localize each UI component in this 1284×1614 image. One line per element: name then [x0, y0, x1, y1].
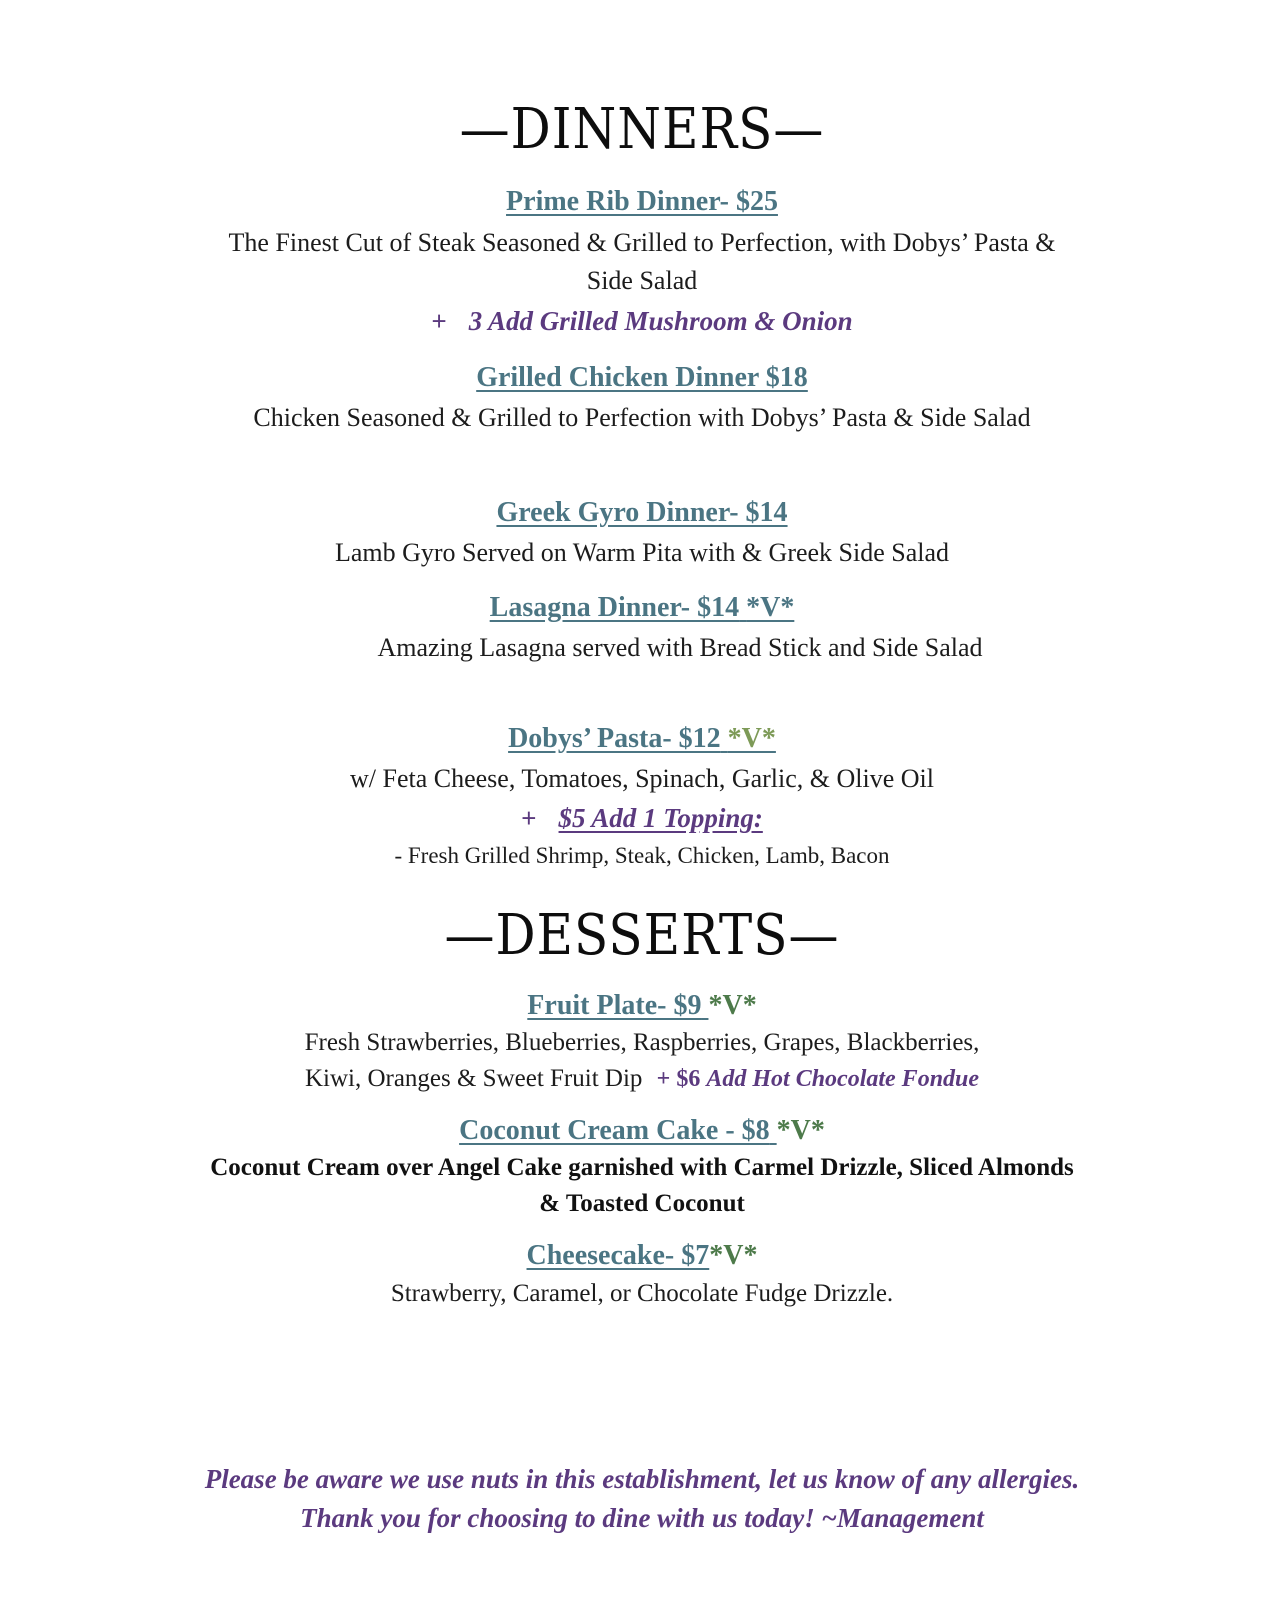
dinners-heading: —DINNERS— [459, 96, 825, 162]
coconut-cake-desc-line2: & Toasted Coconut [539, 1190, 745, 1217]
dobys-pasta-desc: w/ Feta Cheese, Tomatoes, Spinach, Garlic, & Olive Oil [349, 764, 935, 793]
prime-rib-title: Prime Rib Dinner- $25 [506, 186, 778, 217]
plus-icon: + [431, 306, 447, 336]
dobys-pasta-addon-text: $5 Add 1 Topping: [558, 803, 763, 833]
fruit-plate-addon-prefix: + $6 [656, 1066, 701, 1092]
grilled-chicken-desc: Chicken Seasoned & Grilled to Perfection with Dobys’ Pasta & Side Salad [253, 403, 1031, 432]
prime-rib-addon-text: 3 Add Grilled Mushroom & Onion [468, 306, 853, 336]
greek-gyro-title: Greek Gyro Dinner- $14 [496, 497, 788, 528]
allergy-notice: Please be aware we use nuts in this establishment, let us know of any allergies. [204, 1464, 1080, 1494]
fruit-plate-desc-line2-row [0, 1065, 1284, 1093]
fruit-plate-desc-line1: Fresh Strawberries, Blueberries, Raspberries, Grapes, Blackberries, [304, 1029, 980, 1056]
grilled-chicken-title: Grilled Chicken Dinner $18 [476, 362, 808, 393]
dobys-pasta-addon [0, 803, 1284, 834]
coconut-cake-desc-line1: Coconut Cream over Angel Cake garnished with Carmel Drizzle, Sliced Almonds [210, 1154, 1074, 1181]
coconut-cake-veg-badge: *V* [776, 1115, 825, 1146]
lasagna-desc: Amazing Lasagna served with Bread Stick and Side Salad [377, 633, 983, 662]
fruit-plate-addon [657, 1066, 979, 1092]
dobys-pasta-title: Dobys’ Pasta- $12 [508, 723, 721, 754]
greek-gyro-desc: Lamb Gyro Served on Warm Pita with & Greek Side Salad [334, 538, 950, 567]
coconut-cake-title: Coconut Cream Cake - $8 [459, 1115, 770, 1146]
cheesecake-title-line [0, 1240, 1284, 1272]
cheesecake-title: Cheesecake- $7 [526, 1240, 710, 1271]
lasagna-title-line [0, 592, 1284, 624]
fruit-plate-addon-text: Add Hot Chocolate Fondue [706, 1066, 980, 1092]
dobys-pasta-title-line [0, 723, 1284, 755]
coconut-cake-title-line [0, 1115, 1284, 1147]
dobys-pasta-veg-badge: *V* [727, 723, 776, 754]
prime-rib-addon [0, 306, 1284, 337]
fruit-plate-desc-line2: Kiwi, Oranges & Sweet Fruit Dip [304, 1065, 643, 1092]
cheesecake-desc: Strawberry, Caramel, or Chocolate Fudge Drizzle. [390, 1280, 894, 1307]
dobys-pasta-toppings: - Fresh Grilled Shrimp, Steak, Chicken, Lamb, Bacon [394, 843, 890, 868]
plus-icon: + [521, 803, 537, 833]
desserts-heading: —DESSERTS— [444, 902, 840, 968]
fruit-plate-title: Fruit Plate- $9 [527, 990, 702, 1021]
thank-you-note: Thank you for choosing to dine with us today! ~Management [300, 1503, 984, 1533]
cheesecake-veg-badge: *V* [709, 1240, 758, 1271]
lasagna-title: Lasagna Dinner- $14 [489, 592, 740, 623]
prime-rib-desc-line2: Side Salad [586, 266, 698, 295]
lasagna-veg-badge: *V* [746, 592, 795, 623]
prime-rib-desc-line1: The Finest Cut of Steak Seasoned & Grilled to Perfection, with Dobys’ Pasta & [228, 228, 1056, 257]
fruit-plate-veg-badge: *V* [708, 990, 757, 1021]
fruit-plate-title-line [0, 990, 1284, 1022]
